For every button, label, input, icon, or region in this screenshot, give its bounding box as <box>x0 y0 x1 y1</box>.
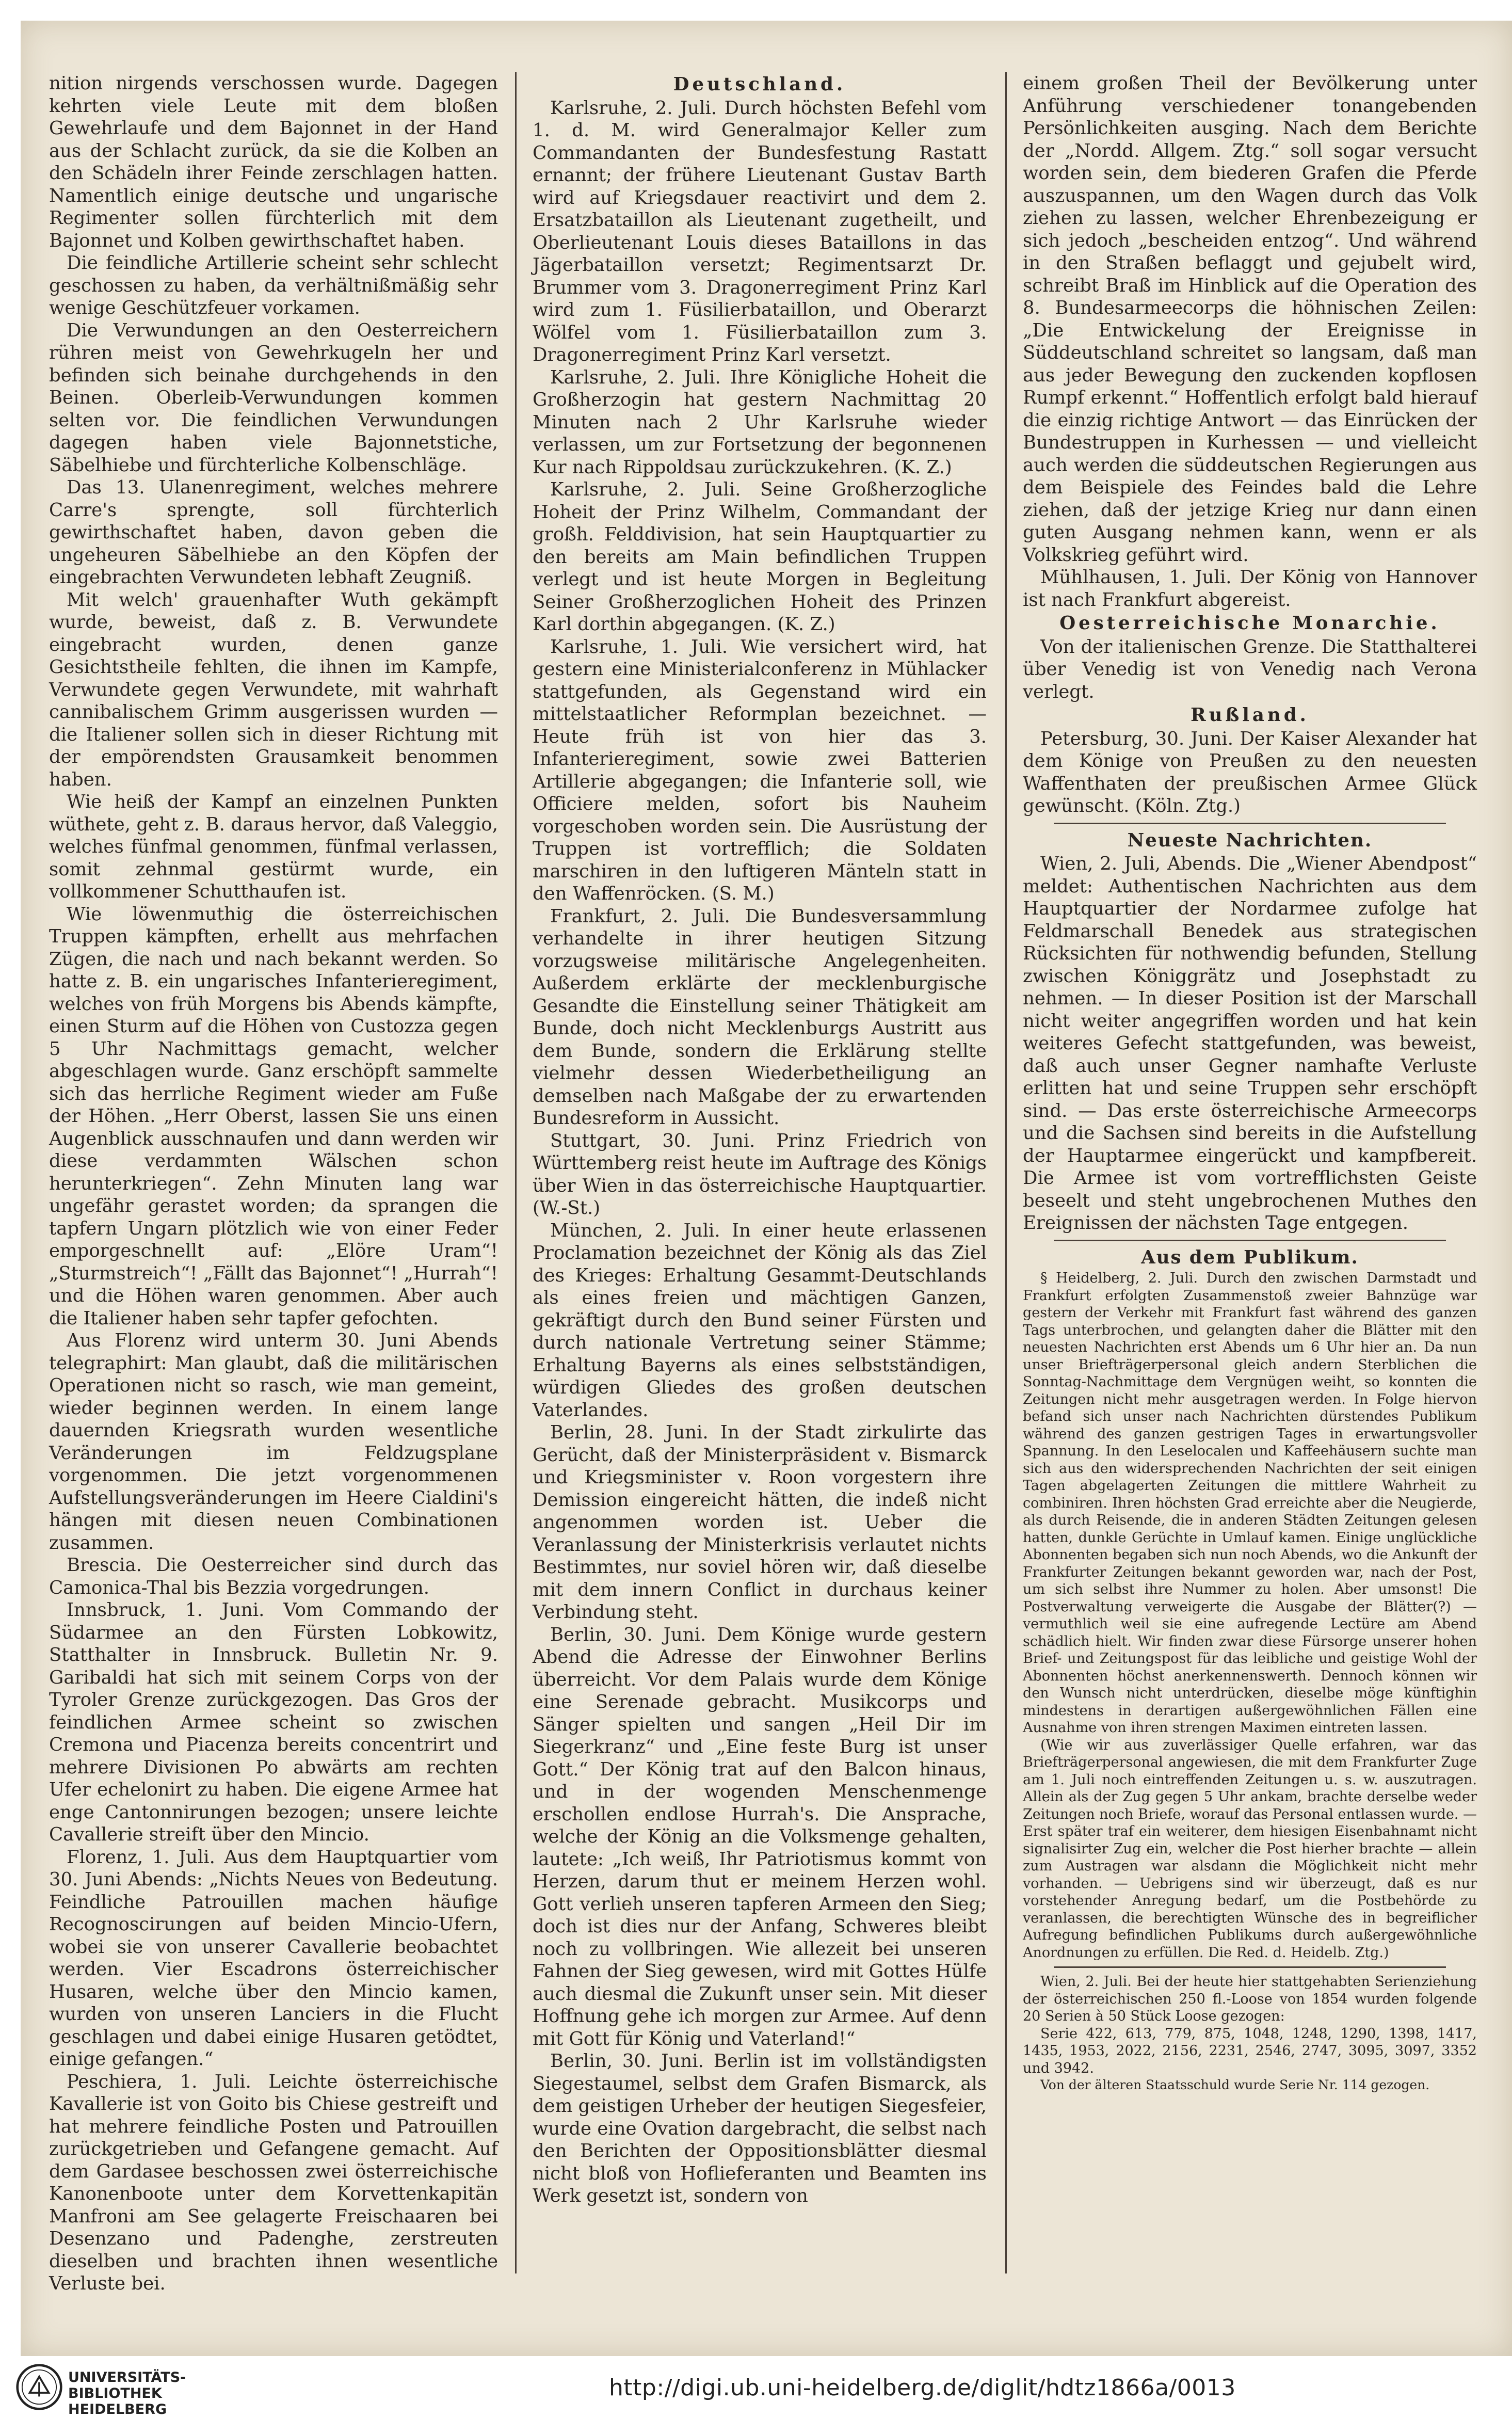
column-2 <box>533 72 987 2273</box>
section-heading: Oesterreichische Monarchie. <box>1059 613 1440 634</box>
article-paragraph: (Wie wir aus zuverlässiger Quelle erfahren, war das Briefträgerpersonal angewiesen, die mit dem Frankfurter Zuge am 1. Juli noch eintreffenden Zeitungen u. s. w. auszutragen. Allein als der Zug gegen 5 Uhr ankam, brachte derselbe weder Zeitungen noch Briefe, worauf das Personal entlassen wurde. — Erst später traf ein weiterer, dem hiesigen Eisenbahnamt nicht signalisirter Zug ein, welcher die Post hierher brachte — allein zum Austragen war alsdann die Möglichkeit nicht mehr vorhanden. — Uebrigens sind wir überzeugt, daß es nur vorstehender Anregung bedarf, um die Postbehörde zu veranlassen, die berechtigten Wünsche des in begreiflicher Aufregung befindlichen Publikums durch außergewöhnliche Anordnungen zu erfüllen. Die Red. d. Heidelb. Ztg.) <box>1023 1737 1477 1961</box>
article-paragraph: Von der italienischen Grenze. Die Statthalterei über Venedig ist von Venedig nach Verona verlegt. <box>1023 636 1477 702</box>
article-paragraph: Karlsruhe, 2. Juli. Seine Großherzogliche Hoheit der Prinz Wilhelm, Commandant der großh. Felddivision, hat sein Hauptquartier zu den bereits am Main befindlichen Truppen verlegt und ist heute Morgen in Begleitung Seiner Großherzoglichen Hoheit des Prinzen Karl dorthin abgegangen. (K. Z.) <box>533 479 987 635</box>
column-divider <box>515 72 517 2273</box>
article-paragraph: Karlsruhe, 2. Juli. Ihre Königliche Hoheit die Großherzogin hat gestern Nachmittag 20 Minuten nach 2 Uhr Karlsruhe wieder verlassen, um zur Fortsetzung der begonnenen Kur nach Rippoldsau zurückzukehren. (K. Z.) <box>533 366 987 478</box>
section-rule <box>1054 823 1446 824</box>
article-paragraph: Florenz, 1. Juli. Aus dem Hauptquartier vom 30. Juni Abends: „Nichts Neues von Bedeutung. Feindliche Patrouillen machen häufige Recognoscirungen auf beiden Mincio-Ufern, wobei sie von unserer Cavallerie beobachtet werden. Vier Escadrons österreichischer Husaren, welche über den Mincio kamen, wurden von unseren Lanciers in die Flucht geschlagen und dabei einige Husaren getödtet, einige gefangen.“ <box>49 1846 498 2070</box>
section-heading: Neueste Nachrichten. <box>1127 829 1373 851</box>
article-paragraph: Wien, 2. Juli, Abends. Die „Wiener Abendpost“ meldet: Authentischen Nachrichten aus dem Hauptquartier der Nordarmee zufolge hat Feldmarschall Benedek aus strategischen Rücksichten für nothwendig befunden, Stellung zwischen Königgrätz und Josephstadt zu nehmen. — In dieser Position ist der Marschall nicht weiter angegriffen worden und hat kein weiteres Gefecht stattgefunden, was beweist, daß auch unser Gegner namhafte Verluste erlitten hat und seine Truppen sehr erschöpft sind. — Das erste österreichische Armeecorps und die Sachsen sind bereits in die Aufstellung der Hauptarmee eingerückt und kampfbereit. Die Armee ist vom vortrefflichsten Geiste beseelt und steht ungebrochenen Muthes den Ereignissen der nächsten Tage entgegen. <box>1023 853 1477 1234</box>
library-name <box>68 2369 186 2417</box>
library-line: HEIDELBERG <box>68 2401 167 2417</box>
article-paragraph: Mit welch' grauenhafter Wuth gekämpft wurde, beweist, daß z. B. Verwundete eingebracht wurden, denen ganze Gesichtstheile fehlten, die ihnen im Kampfe, Verwundete gegen Verwundete, mit wahrhaft cannibalischem Grimm ausgerissen wurden — die Italiener sollen sich in dieser Richtung mit der empörendsten Grausamkeit benommen haben. <box>49 589 498 790</box>
article-paragraph: nition nirgends verschossen wurde. Dagegen kehrten viele Leute mit dem bloßen Gewehrlaufe und dem Bajonnet in der Hand aus der Schlacht zurück, da sie die Kolben an den Schädeln ihrer Feinde zerschlagen hatten. Namentlich einige deutsche und ungarische Regimenter sollen fürchterlich mit dem Bajonnet und Kolben gewirthschaftet haben. <box>49 73 498 251</box>
article-paragraph: Karlsruhe, 2. Juli. Durch höchsten Befehl vom 1. d. M. wird Generalmajor Keller zum Commandanten der Bundesfestung Rastatt ernannt; der frühere Lieutenant Gustav Barth wird auf Kriegsdauer reactivirt und dem 2. Ersatzbataillon als Lieutenant zugetheilt, und Oberlieutenant Louis dieses Bataillons in das Jägerbataillon versetzt; Regimentsarzt Dr. Brummer vom 3. Dragonerregiment Prinz Karl wird zum 1. Füsilierbataillon, und Oberarzt Wölfel vom 1. Füsilierbataillon zum 3. Dragonerregiment Prinz Karl versetzt. <box>533 97 987 365</box>
article-paragraph: Karlsruhe, 1. Juli. Wie versichert wird, hat gestern eine Ministerialconferenz in Mühlacker stattgefunden, als Gegenstand wird ein mittelstaatlicher Reformplan bezeichnet. — Heute früh ist von hier das 3. Infanterieregiment, sowie zwei Batterien Artillerie abgegangen; die Infanterie soll, wie Officiere melden, sofort bis Nauheim vorgeschoben worden sein. Die Ausrüstung der Truppen ist vortrefflich; die Soldaten marschiren in den luftigeren Mänteln statt in den Waffenröcken. (S. M.) <box>533 636 987 904</box>
article-paragraph: Innsbruck, 1. Juni. Vom Commando der Südarmee an den Fürsten Lobkowitz, Statthalter in Innsbruck. Bulletin Nr. 9. Garibaldi hat sich mit seinem Corps von der Tyroler Grenze zurückgezogen. Das Gros der feindlichen Armee scheint so zwischen Cremona und Piacenza bereits concentrirt und mehrere Divisionen Po abwärts am rechten Ufer echelonirt zu haben. Die eigene Armee hat enge Cantonnirungen bezogen; unsere leichte Cavallerie streift über den Mincio. <box>49 1599 498 1845</box>
article-paragraph: Die Verwundungen an den Oesterreichern rühren meist von Gewehrkugeln her und befinden sich beinahe durchgehends in den Beinen. Oberleib-Verwundungen kommen selten vor. Die feindlichen Verwundungen dagegen haben viele Bajonnetstiche, Säbelhiebe und fürchterliche Kolbenschläge. <box>49 319 498 476</box>
column-3 <box>1023 72 1477 2273</box>
section-rule <box>1054 1966 1446 1968</box>
article-paragraph: Das 13. Ulanenregiment, welches mehrere Carre's sprengte, soll fürchterlich gewirthschaftet haben, davon geben die ungeheuren Säbelhiebe an den Köpfen der eingebrachten Verwundeten lebhaft Zeugniß. <box>49 477 498 588</box>
source-url-link[interactable]: http://digi.ub.uni-heidelberg.de/diglit/hdtz1866a/0013 <box>609 2375 1236 2401</box>
article-paragraph: Berlin, 30. Juni. Berlin ist im vollständigsten Siegestaumel, selbst dem Grafen Bismarck, als dem geistigen Urheber der heutigen Siegesfeier, wurde eine Ovation dargebracht, die selbst nach den Berichten der Oppositionsblätter diesmal nicht bloß von Hoflieferanten und Beamten ins Werk gesetzt ist, sondern von <box>533 2051 987 2206</box>
library-line: UNIVERSITÄTS- <box>68 2369 186 2385</box>
column-1 <box>49 72 498 2294</box>
section-heading: Rußland. <box>1191 704 1309 726</box>
article-paragraph: Wie löwenmuthig die österreichischen Truppen kämpften, erhellt aus mehrfachen Zügen, die nach und nach bekannt werden. So hatte z. B. ein ungarisches Infanterieregiment, welches von früh Morgens bis Abends kämpfte, einen Sturm auf die Höhen von Custozza gegen 5 Uhr Nachmittags gemacht, welcher abgeschlagen wurde. Ganz erschöpft sammelte sich das herrliche Regiment wieder am Fuße der Höhen. „Herr Oberst, lassen Sie uns einen Augenblick ausschnaufen und dann werden wir diese verdammten Wälschen schon herunterkriegen“. Zehn Minuten lang war ungefähr gerastet worden; da sprangen die tapfern Ungarn plötzlich wie von einer Feder emporgeschnellt auf: „Elöre Uram“! „Sturmstreich“! „Fällt das Bajonnet“! „Hurrah“! und die Höhen waren genommen. Aber auch die Italiener haben sehr tapfer gefochten. <box>49 903 498 1329</box>
footer-bar <box>0 2356 1512 2418</box>
article-paragraph: München, 2. Juli. In einer heute erlassenen Proclamation bezeichnet der König als das Ziel des Krieges: Erhaltung Gesammt-Deutschlands als eines freien und mächtigen Ganzen, gekräftigt durch den Bund seiner Fürsten und durch nationale Vertretung seiner Stämme; Erhaltung Bayerns als eines selbstständigen, würdigen Gliedes des großen deutschen Vaterlandes. <box>533 1220 987 1421</box>
article-paragraph: einem großen Theil der Bevölkerung unter Anführung verschiedener tonangebenden Persönlichkeiten ausging. Nach dem Berichte der „Nordd. Allgem. Ztg.“ soll sogar versucht worden sein, dem biederen Grafen die Pferde auszuspannen, um den Wagen durch das Volk ziehen zu lassen, welcher Ehrenbezeigung er sich jedoch „bescheiden entzog“. Und während in den Straßen beflaggt und gejubelt wird, schreibt Braß im Hinblick auf die Operation des 8. Bundesarmeecorps die höhnischen Zeilen: „Die Entwickelung der Ereignisse in Süddeutschland schreitet so langsam, daß man aus jeder Bewegung den zuckenden kopflosen Rumpf erkennt.“ Hoffentlich erfolgt bald hierauf die einzig richtige Antwort — das Einrücken der Bundestruppen in Kurhessen — und vielleicht auch werden die süddeutschen Regierungen aus dem Beispiele des Feindes bald die Lehre ziehen, daß der jetzige Krieg nur dann einen guten Ausgang nehmen kann, wenn er als Volkskrieg geführt wird. <box>1023 73 1477 566</box>
article-paragraph: Die feindliche Artillerie scheint sehr schlecht geschossen zu haben, da verhältnißmäßig sehr wenige Geschützfeuer vorkamen. <box>49 252 498 318</box>
university-seal-icon <box>15 2363 63 2411</box>
article-paragraph: Mühlhausen, 1. Juli. Der König von Hannover ist nach Frankfurt abgereist. <box>1023 567 1477 611</box>
newspaper-page <box>21 21 1512 2356</box>
article-paragraph: Serie 422, 613, 779, 875, 1048, 1248, 1290, 1398, 1417, 1435, 1953, 2022, 2156, 2231, 2546, 2747, 3095, 3097, 3352 und 3942. <box>1023 2025 1477 2076</box>
article-paragraph: Berlin, 30. Juni. Dem Könige wurde gestern Abend die Adresse der Einwohner Berlins überreicht. Vor dem Palais wurde dem Könige eine Serenade gebracht. Musikcorps und Sänger spielten und sangen „Heil Dir im Siegerkranz“ und „Eine feste Burg ist unser Gott.“ Der König trat auf den Balcon hinaus, und in der wogenden Menschenmenge erschollen endlose Hurrah's. Die Ansprache, welche der König an die Volksmenge gehalten, lautete: „Ich weiß, Ihr Patriotismus kommt von Herzen, darum thut er meinem Herzen wohl. Gott verlieh unseren tapferen Armeen den Sieg; doch ist dies nur der Anfang, Schweres bleibt noch zu vollbringen. Wie allezeit bei unseren Fahnen der Sieg gewesen, wird mit Gottes Hülfe auch diesmal die Zukunft unser sein. Mit dieser Hoffnung gehe ich morgen zur Armee. Auf denn mit Gott für König und Vaterland!“ <box>533 1624 987 2049</box>
article-paragraph: Wie heiß der Kampf an einzelnen Punkten wüthete, geht z. B. daraus hervor, daß Valeggio, welches fünfmal genommen, fünfmal verlassen, somit zehnmal gestürmt wurde, ein vollkommener Schutthaufen ist. <box>49 791 498 902</box>
article-paragraph: Brescia. Die Oesterreicher sind durch das Camonica-Thal bis Bezzia vorgedrungen. <box>49 1555 498 1598</box>
library-line: BIBLIOTHEK <box>68 2385 162 2401</box>
article-paragraph: Peschiera, 1. Juli. Leichte österreichische Kavallerie ist von Goito bis Chiese gestreift und hat mehrere feindliche Posten und Patrouillen zurückgetrieben und Gefangene gemacht. Auf dem Gardasee beschossen zwei österreichische Kanonenboote unter dem Korvettenkapitän Manfroni am See gelagerte Freischaaren bei Desenzano und Padenghe, zerstreuten dieselben und brachten ihnen wesentliche Verluste bei. <box>49 2071 498 2294</box>
article-paragraph: Petersburg, 30. Juni. Der Kaiser Alexander hat dem Könige von Preußen zu den neuesten Waffenthaten der preußischen Armee Glück gewünscht. (Köln. Ztg.) <box>1023 728 1477 816</box>
article-paragraph: § Heidelberg, 2. Juli. Durch den zwischen Darmstadt und Frankfurt erfolgten Zusammenstoß zweier Bahnzüge war gestern der Verkehr mit Frankfurt fast während des ganzen Tags unterbrochen, und gelangten daher die Blätter mit den neuesten Nachrichten erst Abends um 6 Uhr hier an. Da nun unser Briefträgerpersonal gleich andern Sterblichen die Sonntag-Nachmittage dem Vergnügen weiht, so konnten die Zeitungen nicht mehr ausgetragen werden. In Folge hiervon befand sich unser nach Nachrichten dürstendes Publikum während des ganzen gestrigen Tages in erwartungsvoller Spannung. In den Leselocalen und Kaffeehäusern suchte man sich aus den widersprechenden Nachrichten der seit einigen Tagen abgelagerten Zeitungen die mittlere Wahrheit zu combiniren. Ihren höchsten Grad erreichte aber die Neugierde, als durch Reisende, die in anderen Städten Zeitungen gelesen hatten, dunkle Gerüchte in Umlauf kamen. Einige unglückliche Abonnenten begaben sich nun noch Abends, wo die Ankunft der Frankfurter Zeitungen bekannt geworden war, nach der Post, um sich selbst ihre Nummer zu holen. Aber umsonst! Die Postverwaltung verweigerte die Ausgabe der Blätter(?) — vermuthlich weil sie eine aufregende Lectüre am Abend schädlich hielt. Wir finden zwar diese Fürsorge unserer hohen Brief- und Zeitungspost für das leibliche und geistige Wohl der Abonnenten höchst anerkennenswerth. Dennoch können wir den Wunsch nicht unterdrücken, dieselbe möge künftighin mindestens in derartigen außergewöhnlichen Fällen eine Ausnahme von ihren strengen Maximen eintreten lassen. <box>1023 1270 1477 1736</box>
article-paragraph: Wien, 2. Juli. Bei der heute hier stattgehabten Serienziehung der österreichischen 250 fl.-Loose von 1854 wurden folgende 20 Serien à 50 Stück Loose gezogen: <box>1023 1974 1477 2024</box>
article-paragraph: Stuttgart, 30. Juni. Prinz Friedrich von Württemberg reist heute im Auftrage des Königs über Wien in das österreichische Hauptquartier. (W.-St.) <box>533 1130 987 1219</box>
section-heading: Aus dem Publikum. <box>1141 1246 1359 1268</box>
section-heading: Deutschland. <box>673 74 846 95</box>
article-paragraph: Berlin, 28. Juni. In der Stadt zirkulirte das Gerücht, daß der Ministerpräsident v. Bismarck und Kriegsminister v. Roon vorgestern ihre Demission eingereicht hätten, die indeß nicht angenommen worden ist. Ueber die Veranlassung der Ministerkrisis verlautet nichts Bestimmtes, nur soviel hören wir, daß dieselbe mit dem innern Conflict in durchaus keiner Verbindung steht. <box>533 1422 987 1623</box>
article-paragraph: Von der älteren Staatsschuld wurde Serie Nr. 114 gezogen. <box>1040 2077 1430 2092</box>
article-paragraph: Frankfurt, 2. Juli. Die Bundesversammlung verhandelte in ihrer heutigen Sitzung vorzugsweise militärische Angelegenheiten. Außerdem erklärte der mecklenburgische Gesandte die Einstellung seiner Thätigkeit am Bunde, doch nicht Mecklenburgs Austritt aus dem Bunde, sondern die Erklärung stellte vielmehr dessen Wiederbetheiligung an demselben nach Maßgabe der zu erwartenden Bundesreform in Aussicht. <box>533 905 987 1129</box>
section-rule <box>1054 1240 1446 1241</box>
article-paragraph: Aus Florenz wird unterm 30. Juni Abends telegraphirt: Man glaubt, daß die militärischen Operationen nicht so rasch, wie man gemeint, wieder beginnen werden. In einem lange dauernden Kriegsrath wurden wesentliche Veränderungen im Feldzugsplane vorgenommen. Die jetzt vorgenommenen Aufstellungsveränderungen im Heere Cialdini's hängen mit diesen neuen Combinationen zusammen. <box>49 1330 498 1554</box>
column-divider <box>1005 72 1007 2273</box>
